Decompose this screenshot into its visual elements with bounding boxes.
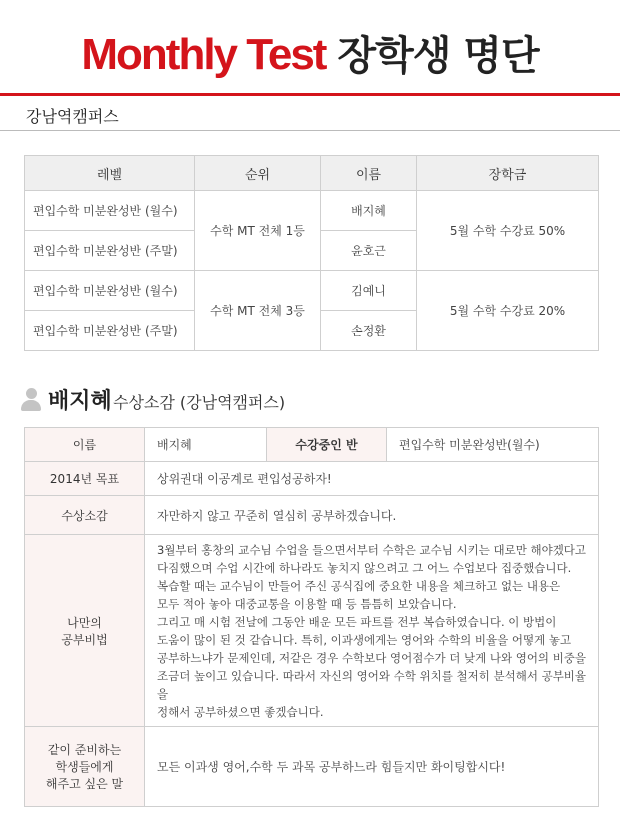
table-row (25, 428, 599, 462)
level-cell: 편입수학 미분완성반 (주말) (25, 311, 195, 351)
value-speech: 자만하지 않고 꾸준히 열심히 공부하겠습니다. (145, 496, 599, 535)
person-icon (20, 388, 42, 412)
name-cell: 손정환 (321, 311, 417, 351)
label-line: 공부비법 (61, 632, 108, 647)
method-line: 모두 적아 놓아 대중교통을 이용할 때 등 틈틈히 보았습니다. (157, 596, 457, 611)
method-line: 정해서 공부하셨으면 좋겠습니다. (157, 704, 324, 719)
level-cell: 편입수학 미분완성반 (월수) (25, 271, 195, 311)
scholarship-cell: 5월 수학 수강료 50% (417, 191, 599, 271)
label-study-method (25, 535, 145, 727)
column-header-scholarship: 장학금 (417, 156, 599, 191)
column-header-name: 이름 (321, 156, 417, 191)
method-line: 복습할 때는 교수님이 만들어 주신 공식집에 중요한 내용을 체크하고 없는 내용은 (157, 578, 561, 593)
page-title (0, 24, 620, 81)
review-table (24, 427, 599, 807)
table-row (25, 496, 599, 535)
review-student-name: 배지혜 (48, 389, 112, 414)
method-line: 조금더 높이고 있습니다. 따라서 자신의 영어와 수학 위치를 철저히 분석해서 공부비율을 (157, 668, 587, 701)
name-cell: 배지혜 (321, 191, 417, 231)
value-goal: 상위권대 이공계로 편입성공하자! (145, 462, 599, 496)
label-goal: 2014년 목표 (25, 462, 145, 496)
label-name: 이름 (25, 428, 145, 462)
value-advice: 모든 이과생 영어,수학 두 과목 공부하느라 힘들지만 화이팅합시다! (145, 727, 599, 807)
label-line: 학생들에게 (55, 760, 114, 774)
level-cell: 편입수학 미분완성반 (월수) (25, 191, 195, 231)
table-row (25, 535, 599, 727)
name-cell: 김예니 (321, 271, 417, 311)
page-header (0, 0, 620, 96)
title-english: Monthly Test (81, 30, 326, 79)
label-line: 나만의 (67, 615, 102, 630)
name-cell: 윤호근 (321, 231, 417, 271)
label-line: 같이 준비하는 (47, 743, 122, 757)
value-study-method (145, 535, 599, 727)
column-header-rank: 순위 (195, 156, 321, 191)
value-class: 편입수학 미분완성반(월수) (387, 428, 599, 462)
table-row (25, 462, 599, 496)
table-row (25, 727, 599, 807)
value-name: 배지혜 (145, 428, 267, 462)
method-line: 그리고 매 시험 전날에 그동안 배운 모든 파트를 전부 복습하였습니다. 이 방법이 (157, 614, 557, 629)
title-korean: 장학생 명단 (337, 33, 539, 79)
method-line: 다짐했으며 수업 시간에 하나라도 놓치지 않으려고 그 어느 수업보다 집중했습니다. (157, 560, 572, 575)
scholarship-cell: 5월 수학 수강료 20% (417, 271, 599, 351)
campus-title: 강남역캠퍼스 (26, 107, 119, 126)
column-header-level: 레벨 (25, 156, 195, 191)
label-line: 해주고 싶은 말 (45, 777, 124, 791)
table-header-row (25, 156, 599, 191)
campus-bar (0, 99, 620, 131)
level-cell: 편입수학 미분완성반 (주말) (25, 231, 195, 271)
method-line: 3월부터 홍창의 교수님 수업을 들으면서부터 수학은 교수님 시키는 대로만 해야겠다고 (157, 542, 587, 557)
rank-cell: 수학 MT 전체 1등 (195, 191, 321, 271)
table-row (25, 191, 599, 231)
scholarship-table (24, 155, 599, 351)
rank-cell: 수학 MT 전체 3등 (195, 271, 321, 351)
method-line: 도움이 많이 된 것 같습니다. 특히, 이과생에게는 영어와 수학의 비율을 어떻게 놓고 (157, 632, 572, 647)
label-advice (25, 727, 145, 807)
review-subtitle: 수상소감 (강남역캠퍼스) (113, 393, 286, 412)
method-line: 공부하느냐가 문제인데, 저같은 경우 수학보다 영어점수가 더 낮게 나와 영어의 비중을 (157, 650, 587, 665)
table-row (25, 271, 599, 311)
label-speech: 수상소감 (25, 496, 145, 535)
label-class: 수강중인 반 (267, 428, 387, 462)
